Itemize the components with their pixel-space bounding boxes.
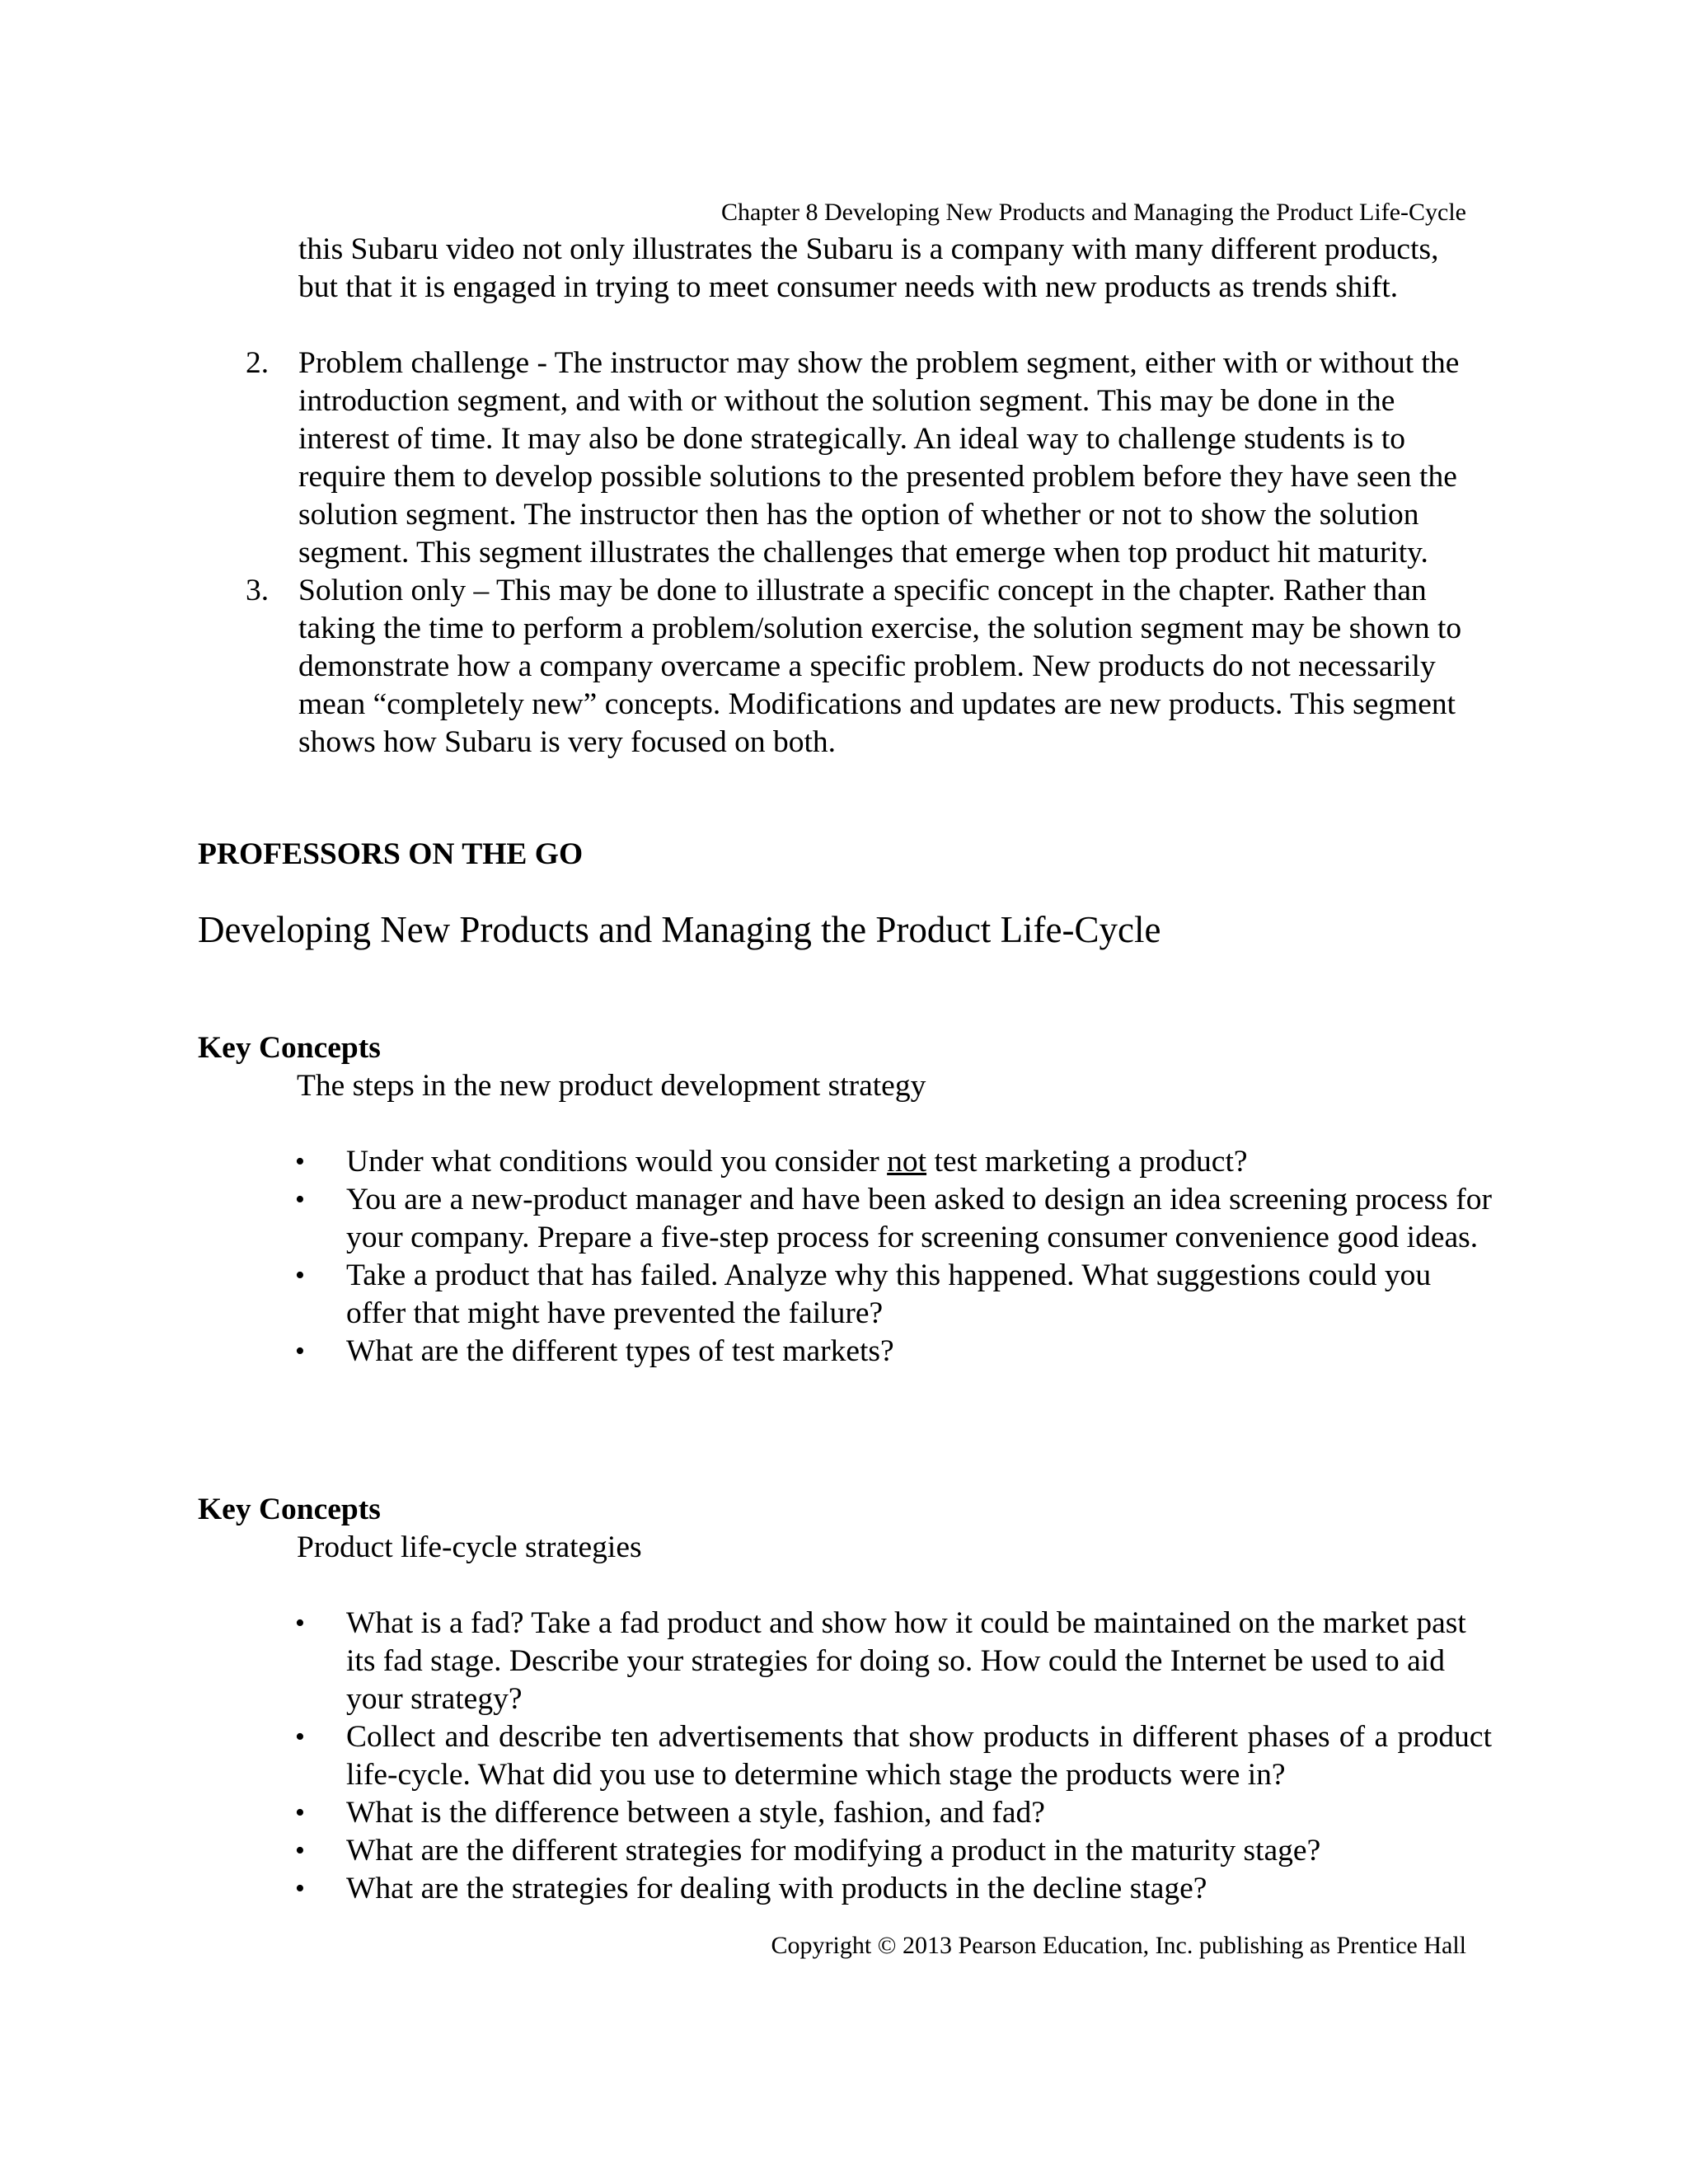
bullet-text: You are a new-product manager and have been asked to design an idea screening process for your company. Prepare a five-step process for screening consumer convenience good ideas.: [346, 1183, 1492, 1254]
bullet-item: [198, 1333, 1492, 1371]
bullet-item: [198, 1181, 1492, 1257]
bullet-text-part: Under what conditions would you consider: [346, 1145, 888, 1179]
bullet-text-part: test marketing a product?: [926, 1145, 1248, 1179]
bullet-list: [198, 1605, 1492, 1908]
bullet-icon: •: [295, 1873, 305, 1904]
section-label: PROFESSORS ON THE GO: [198, 837, 584, 871]
bullet-text: Take a product that has failed. Analyze why this happened. What suggestions could you offer that might have prevented the failure?: [346, 1258, 1432, 1330]
numbered-list: [198, 344, 1492, 762]
bullet-text: Collect and describe ten advertisements that show products in different phases of a product life-cycle. What did you use to determine which stage the products were in?: [346, 1720, 1492, 1792]
bullet-icon: •: [295, 1797, 305, 1828]
bullet-list: [198, 1143, 1492, 1371]
underlined-word: not: [887, 1145, 927, 1179]
continuation-paragraph: this Subaru video not only illustrates the Subaru is a company with many different products, but that it is engaged in trying to meet consumer needs with new products as trends shift.: [298, 232, 1439, 304]
bullet-item: [198, 1832, 1492, 1870]
key-concepts-heading: Key Concepts: [198, 1031, 381, 1065]
list-item: [198, 572, 1492, 762]
bullet-icon: •: [295, 1184, 305, 1215]
bullet-text: What is a fad? Take a fad product and show how it could be maintained on the market past its fad stage. Describe your strategies for doing so. How could the Internet be used to aid your strategy?: [346, 1606, 1466, 1716]
bullet-icon: •: [295, 1336, 305, 1366]
key-concepts-section: [198, 1029, 1492, 1371]
key-concepts-subheading: The steps in the new product development strategy: [297, 1069, 926, 1103]
list-number: 2.: [246, 346, 270, 380]
key-concepts-subheading: Product life-cycle strategies: [297, 1530, 642, 1564]
bullet-text: What are the different strategies for modifying a product in the maturity stage?: [346, 1834, 1321, 1868]
bullet-item: [198, 1143, 1492, 1181]
bullet-item: [198, 1605, 1492, 1718]
bullet-icon: •: [295, 1260, 305, 1291]
section-title: Developing New Products and Managing the Product Life-Cycle: [198, 909, 1161, 950]
list-number: 3.: [246, 574, 270, 607]
bullet-text: What are the different types of test markets?: [346, 1334, 894, 1368]
bullet-text: What is the difference between a style, fashion, and fad?: [346, 1796, 1045, 1830]
bullet-item: [198, 1257, 1492, 1333]
bullet-text: What are the strategies for dealing with products in the decline stage?: [346, 1872, 1207, 1905]
copyright-footer: Copyright © 2013 Pearson Education, Inc. publishing as Prentice Hall: [771, 1932, 1466, 1959]
running-header: Chapter 8 Developing New Products and Managing the Product Life-Cycle: [721, 199, 1466, 226]
bullet-icon: •: [295, 1608, 305, 1638]
list-item: [198, 344, 1492, 572]
bullet-item: [198, 1870, 1492, 1908]
key-concepts-heading: Key Concepts: [198, 1493, 381, 1526]
key-concepts-section: [198, 1491, 1492, 1908]
list-item-text: Solution only – This may be done to illustrate a specific concept in the chapter. Rather than taking the time to perform a problem/solution exercise, the solution segment may be shown to demonstrate how a company overcame a specific problem. New products do not necessarily mean “completely new” concepts. Modifications and updates are new products. This segment shows how Subaru is very focused on both.: [298, 574, 1462, 759]
list-item-text: Problem challenge - The instructor may show the problem segment, either with or without the introduction segment, and with or without the solution segment. This may be done in the interest of time. It may also be done strategically. An ideal way to challenge students is to require them to develop possible solutions to the presented problem before they have seen the solution segment. The instructor then has the option of whether or not to show the solution segment. This segment illustrates the challenges that emerge when top product hit maturity.: [298, 346, 1460, 569]
bullet-item: [198, 1794, 1492, 1832]
bullet-icon: •: [295, 1722, 305, 1752]
bullet-icon: •: [295, 1835, 305, 1866]
bullet-item: [198, 1718, 1492, 1794]
bullet-icon: •: [295, 1146, 305, 1177]
